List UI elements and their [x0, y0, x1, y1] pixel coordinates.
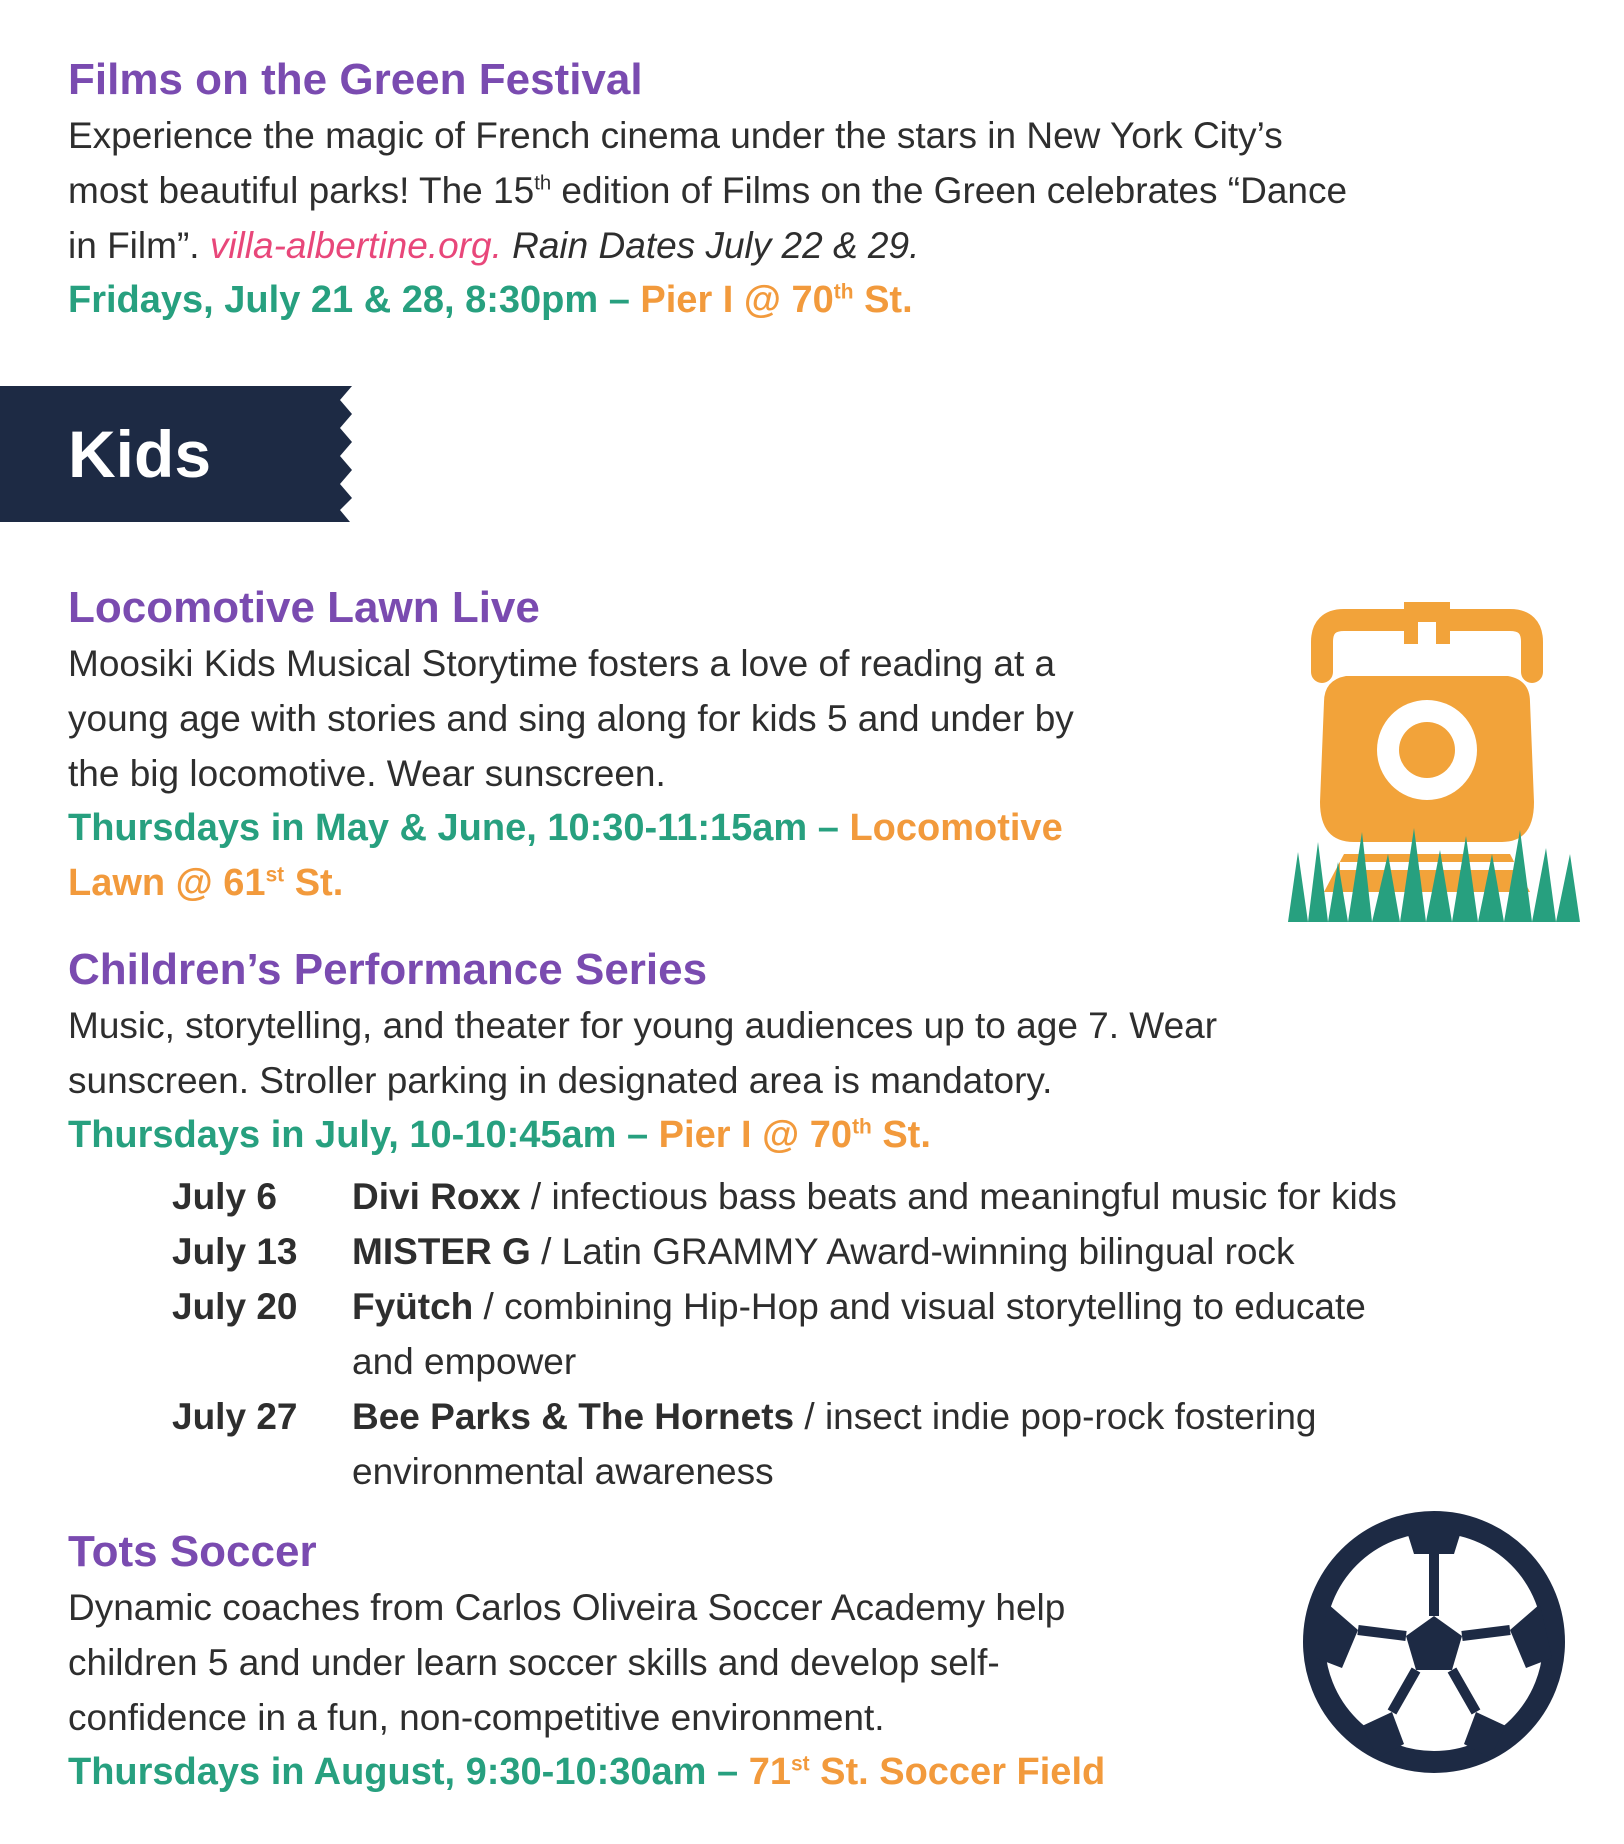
- childrens-where-a: Pier I @ 70: [658, 1114, 853, 1156]
- childrens-title: Children’s Performance Series: [68, 945, 708, 994]
- childrens-where-b: St.: [871, 1114, 931, 1156]
- performer-desc-cont: and empower: [352, 1341, 577, 1382]
- childrens-when: Thursdays in July, 10-10:45am –: [68, 1114, 659, 1156]
- schedule-row: [172, 1169, 1624, 1224]
- performer-desc: / combining Hip-Hop and visual storytelling to educate: [473, 1286, 1366, 1327]
- locomotive-icon: [1284, 592, 1584, 922]
- films-line2a: most beautiful parks! The 15: [68, 170, 535, 211]
- villa-albertine-link[interactable]: villa-albertine.org.: [209, 225, 502, 266]
- kids-section-title: Kids: [68, 417, 212, 491]
- soccer-ball-icon: [1300, 1508, 1568, 1776]
- films-line2b: edition of Films on the Green celebrates “Dance: [551, 170, 1348, 211]
- schedule-row: [172, 1224, 1624, 1279]
- films-where-a: Pier I @ 70: [640, 279, 834, 321]
- tots-line3: confidence in a fun, non-competitive environment.: [68, 1697, 885, 1738]
- performer-desc: / insect indie pop-rock fostering: [794, 1396, 1317, 1437]
- childrens-section: [68, 942, 1217, 1163]
- locomotive-line1: Moosiki Kids Musical Storytime fosters a love of reading at a: [68, 643, 1056, 684]
- tots-where-a: 71: [748, 1751, 791, 1793]
- performer-name: Fyütch: [352, 1286, 474, 1327]
- performer-desc-cont: environmental awareness: [352, 1451, 774, 1492]
- schedule-date: July 13: [172, 1231, 298, 1272]
- performer-name: Divi Roxx: [352, 1176, 521, 1217]
- films-where-b: St.: [853, 279, 913, 321]
- films-when: Fridays, July 21 & 28, 8:30pm –: [68, 279, 641, 321]
- films-where: [640, 279, 912, 321]
- locomotive-when: Thursdays in May & June, 10:30-11:15am –: [68, 807, 850, 849]
- locomotive-description: [68, 636, 1074, 801]
- locomotive-title: Locomotive Lawn Live: [68, 583, 540, 632]
- schedule-desc: [352, 1169, 1624, 1224]
- schedule-desc: [352, 1279, 1624, 1389]
- tots-line1: Dynamic coaches from Carlos Oliveira Soccer Academy help: [68, 1587, 1066, 1628]
- schedule-desc: [352, 1389, 1624, 1499]
- schedule-row: [172, 1279, 1624, 1389]
- schedule-date: July 20: [172, 1286, 298, 1327]
- films-title: Films on the Green Festival: [68, 55, 643, 104]
- films-line3a: in Film”.: [68, 225, 210, 266]
- childrens-schedule: [68, 1108, 1217, 1163]
- films-line1: Experience the magic of French cinema under the stars in New York City’s: [68, 115, 1283, 156]
- childrens-where-sup: th: [852, 1115, 872, 1139]
- tots-when: Thursdays in August, 9:30-10:30am –: [68, 1751, 749, 1793]
- films-line2-sup: th: [534, 172, 552, 195]
- childrens-description: [68, 998, 1217, 1108]
- films-description: [68, 108, 1347, 273]
- locomotive-where-b: Lawn @ 61: [68, 862, 266, 904]
- locomotive-where-sup: st: [265, 863, 285, 887]
- performer-desc: / Latin GRAMMY Award-winning bilingual rock: [530, 1231, 1295, 1272]
- tots-where-sup: st: [790, 1752, 810, 1776]
- performer-name: MISTER G: [352, 1231, 531, 1272]
- films-where-sup: th: [833, 280, 854, 304]
- tots-where-b: St. Soccer Field: [809, 1751, 1106, 1793]
- performance-schedule: [172, 1169, 1624, 1499]
- locomotive-where-c: St.: [284, 862, 344, 904]
- tots-title: Tots Soccer: [68, 1527, 317, 1576]
- locomotive-schedule: [68, 801, 1074, 911]
- films-schedule: [68, 273, 1347, 328]
- schedule-desc: [352, 1224, 1624, 1279]
- childrens-line2: sunscreen. Stroller parking in designated area is mandatory.: [68, 1060, 1053, 1101]
- rain-dates: Rain Dates July 22 & 29.: [501, 225, 920, 266]
- performer-name: Bee Parks & The Hornets: [352, 1396, 795, 1437]
- locomotive-where-a: Locomotive: [849, 807, 1063, 849]
- childrens-line1: Music, storytelling, and theater for young audiences up to age 7. Wear: [68, 1005, 1218, 1046]
- locomotive-line2: young age with stories and sing along for kids 5 and under by: [68, 698, 1074, 739]
- locomotive-section: [68, 580, 1074, 911]
- schedule-date: July 27: [172, 1396, 298, 1437]
- locomotive-line3: the big locomotive. Wear sunscreen.: [68, 753, 666, 794]
- locomotive-where: [68, 862, 343, 904]
- performer-desc: / infectious bass beats and meaningful music for kids: [520, 1176, 1397, 1217]
- schedule-row: [172, 1389, 1624, 1499]
- tots-schedule: [68, 1745, 1105, 1800]
- schedule-date: July 6: [172, 1176, 277, 1217]
- tots-description: [68, 1580, 1105, 1745]
- tots-where: [749, 1751, 1106, 1793]
- childrens-where: [659, 1114, 931, 1156]
- tots-section: [68, 1524, 1105, 1800]
- films-section: [68, 52, 1347, 328]
- tots-line2: children 5 and under learn soccer skills and develop self-: [68, 1642, 1000, 1683]
